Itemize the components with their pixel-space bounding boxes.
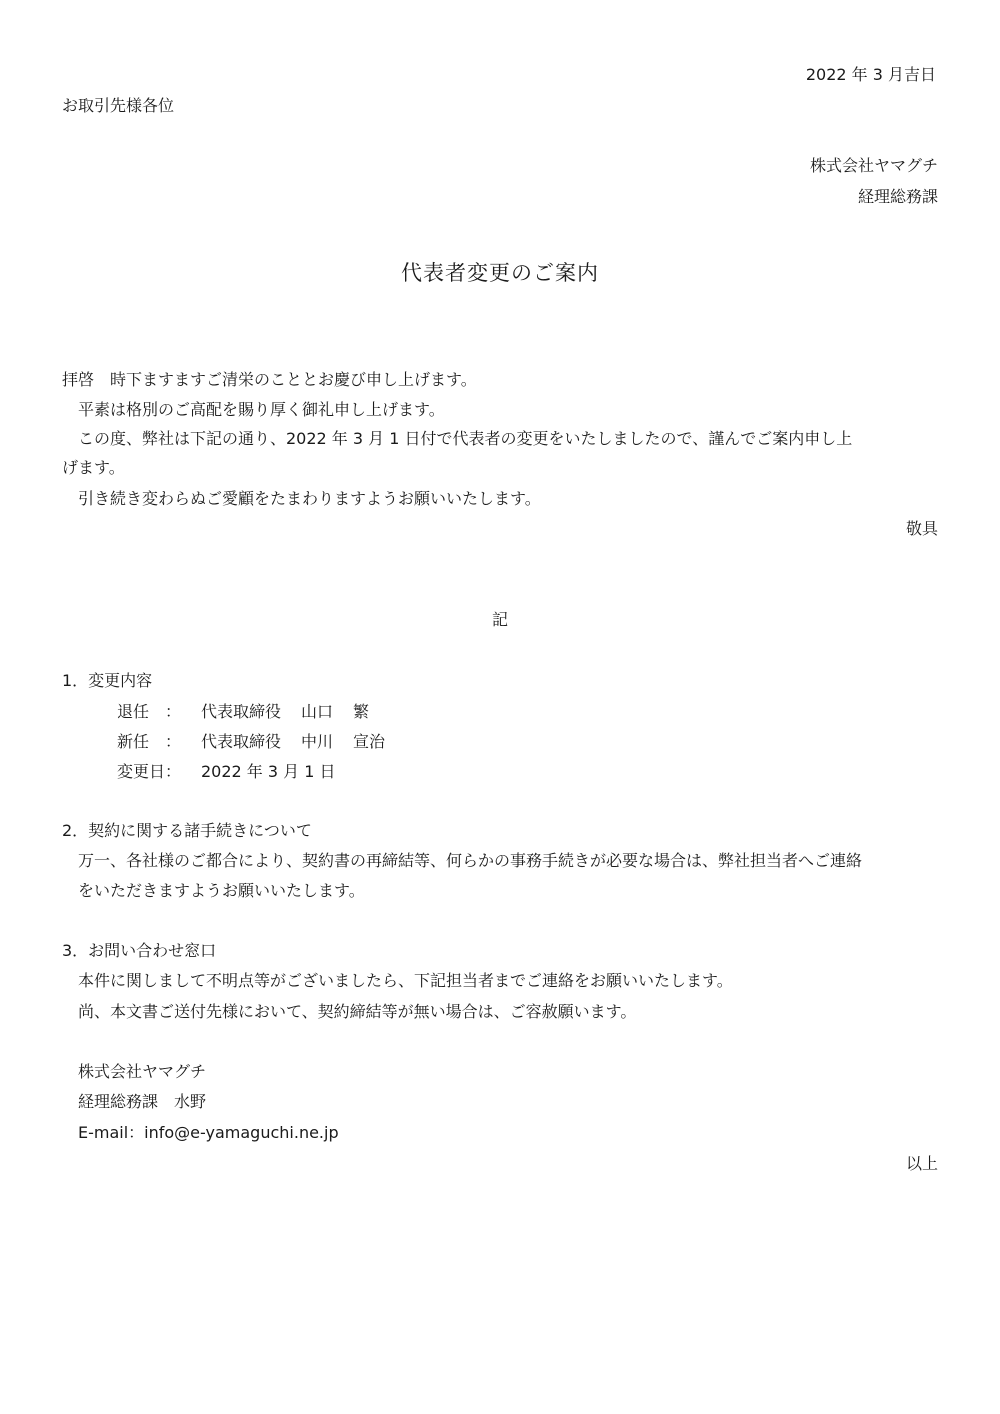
new-row [117,734,385,750]
section-3-line-2: 尚、本文書ご送付先様において、契約締結等が無い場合は、ご容赦願います。 [78,1002,637,1021]
end-ijou: 以上 [905,1154,938,1173]
retire-label: 退任 ： [117,702,182,721]
change-date-row [117,764,336,780]
section-3-line-1: 本件に関しまして不明点等がございましたら、下記担当者までご連絡をお願いいたします。 [78,971,733,990]
contact-email: E-mail：info@e-yamaguchi.ne.jp [78,1123,339,1142]
change-date-value: 2022 年 3 月 1 日 [201,762,336,781]
section-2-line-1: 万一、各社様のご都合により、契約書の再締結等、何らかの事務手続きが必要な場合は、弊社担当者へご連絡 [78,851,863,870]
change-date-label: 変更日： [117,762,182,781]
sender-company: 株式会社ヤマグチ [809,156,938,175]
new-role: 代表取締役 [201,732,282,751]
retire-surname: 山口 [301,702,334,721]
section-2-line-2: をいただきますようお願いいたします。 [78,881,365,900]
greeting-line-1: 拝啓 時下ますますご清栄のこととお慶び申し上げます。 [62,370,477,389]
section-3-heading: 3．お問い合わせ窓口 [62,941,217,960]
sender-department: 経理総務課 [857,187,938,206]
contact-person: 経理総務課 水野 [78,1092,207,1111]
document-date: 2022 年 3 月吉日 [805,65,936,84]
section-1-heading: 1．変更内容 [62,671,153,690]
greeting-line-4: 引き続き変わらぬご愛顧をたまわりますようお願いいたします。 [78,489,541,508]
contact-company: 株式会社ヤマグチ [78,1062,207,1081]
retire-row [117,704,369,720]
new-surname: 中川 [301,732,334,751]
document-title: 代表者変更のご案内 [401,261,599,285]
retire-given-name: 繁 [353,702,370,721]
addressee: お取引先様各位 [62,96,175,115]
greeting-line-3b: げます。 [62,458,125,477]
ki-marker: 記 [491,610,508,629]
retire-role: 代表取締役 [201,702,282,721]
section-2-heading: 2．契約に関する諸手続きについて [62,821,312,840]
greeting-line-2: 平素は格別のご高配を賜り厚く御礼申し上げます。 [78,400,445,419]
closing-keigu: 敬具 [905,519,938,538]
new-label: 新任 ： [117,732,182,751]
new-given-name: 宣治 [353,732,386,751]
greeting-line-3a: この度、弊社は下記の通り、2022 年 3 月 1 日付で代表者の変更をいたしましたので、謹んでご案内申し上 [78,429,853,448]
